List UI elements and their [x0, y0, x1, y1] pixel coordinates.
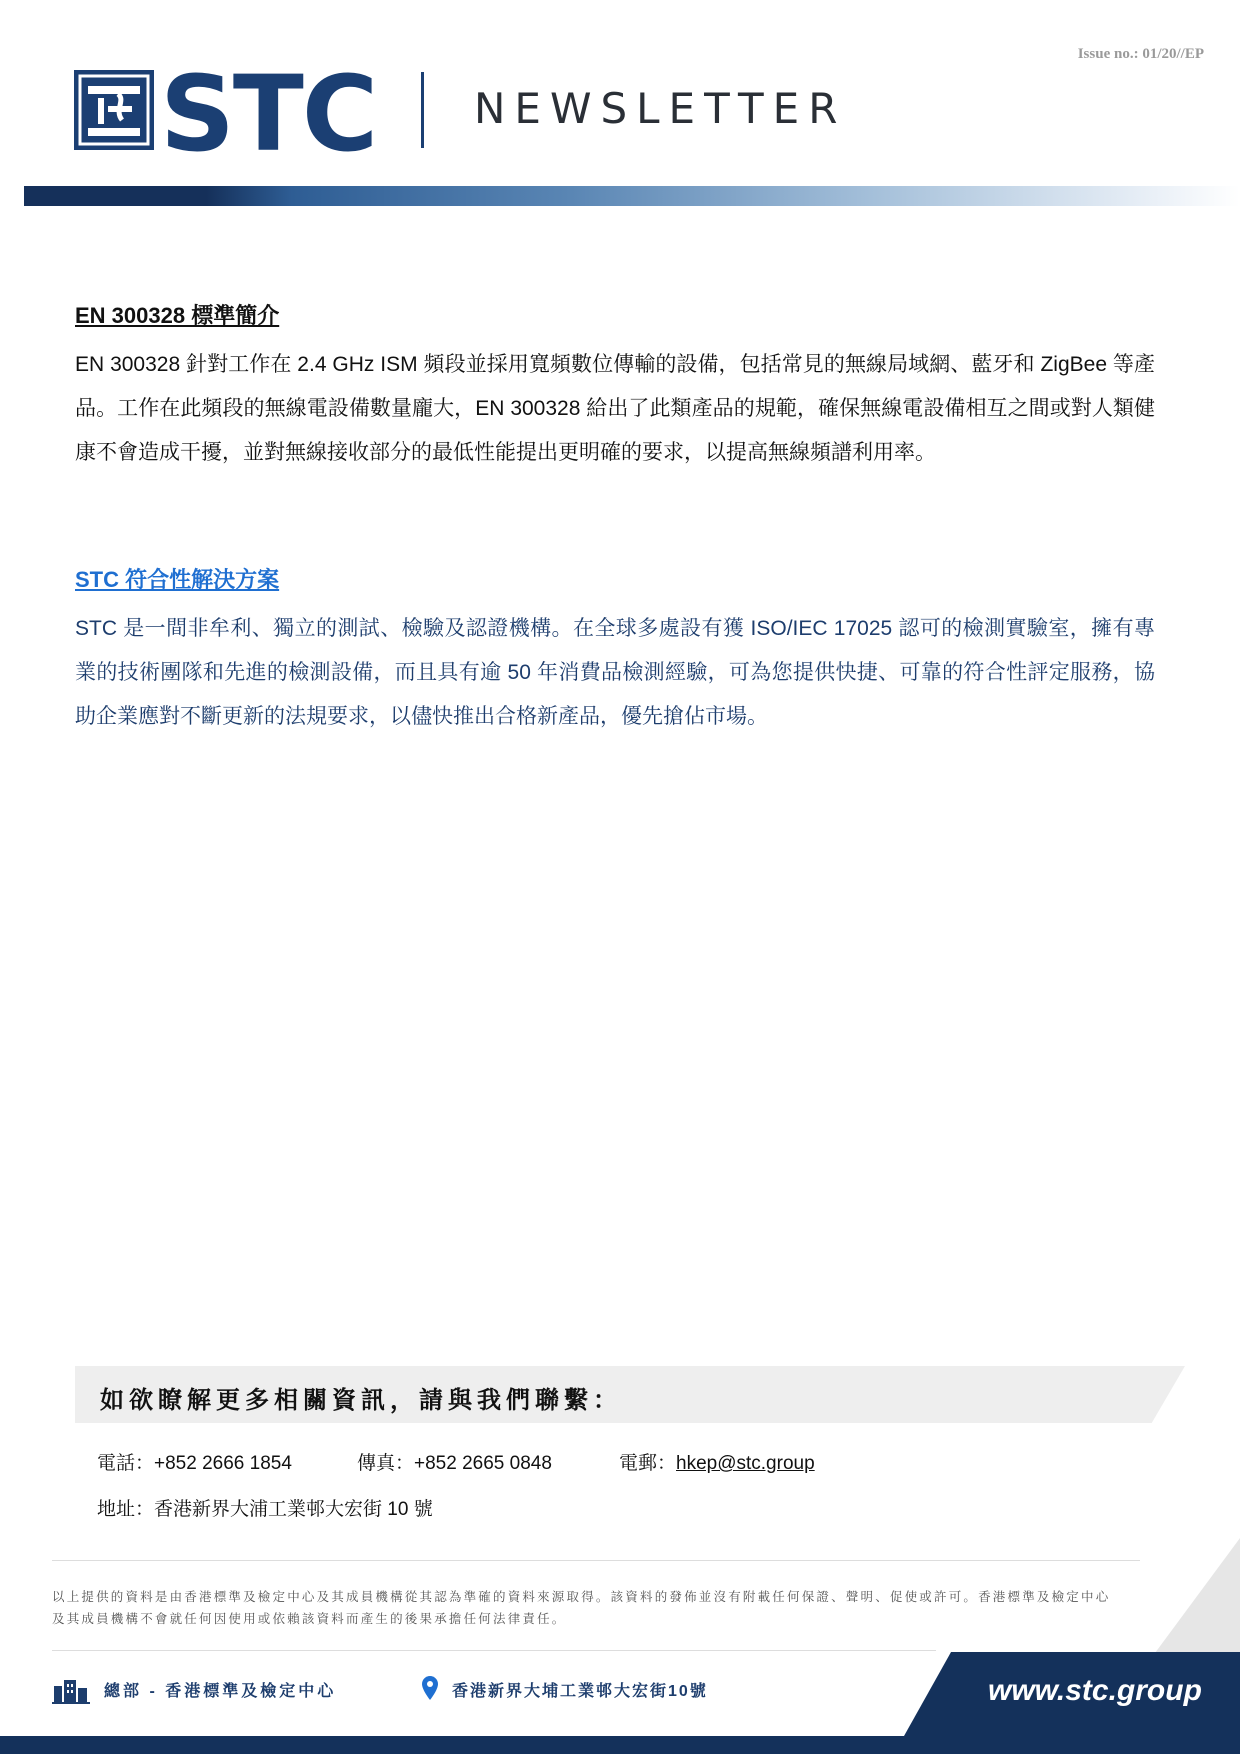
contact-address: 地址：香港新界大浦工業邨大宏街 10 號 — [97, 1499, 433, 1520]
issue-number: Issue no.: 01/20//EP — [1077, 46, 1204, 62]
section-body: STC 是一間非牟利、獨立的測試、檢驗及認證機構。在全球多處設有獲 ISO/IEC 17025 認可的檢測實驗室，擁有專業的技術團隊和先進的檢測設備，而且具有逾 50 年消費品檢測經驗，可為您提供快捷、可靠的符合性評定服務，協助企業應對不斷更新的法規要求，以儘快推出合格新產品，優先搶佔市場。 — [75, 617, 1155, 728]
contact-details — [97, 1448, 815, 1475]
hq-address: 香港新界大埔工業邨大宏街10號 — [452, 1683, 708, 1700]
section-stc-solution — [75, 565, 1155, 739]
website-link[interactable]: www.stc.group — [988, 1674, 1202, 1707]
footer-bottom-strip — [0, 1736, 1240, 1754]
contact-email-link[interactable]: hkep@stc.group — [676, 1453, 815, 1474]
disclaimer-text: 以上提供的資料是由香港標準及檢定中心及其成員機構從其認為準確的資料來源取得。該資料的發佈並沒有附載任何保證、聲明、促使或許可。香港標準及檢定中心及其成員機構不會就任何因使用或依賴該資料而產生的後果承擔任何法律責任。 — [52, 1590, 1111, 1626]
building-icon — [52, 1676, 90, 1704]
newsletter-title: NEWSLETTER — [474, 84, 847, 133]
contact-heading: 如欲瞭解更多相關資訊，請與我們聯繫： — [100, 1387, 622, 1414]
stc-logo-wordmark: STC — [160, 53, 377, 175]
footer-divider-top — [52, 1560, 1140, 1561]
location-pin-icon — [422, 1676, 438, 1700]
header-gradient-band — [24, 186, 1240, 206]
contact-tel: 電話：+852 2666 1854 — [97, 1453, 292, 1474]
header-divider — [421, 72, 424, 148]
section-en300328 — [75, 301, 1155, 475]
section-title-link[interactable]: STC 符合性解決方案 — [75, 567, 280, 592]
stc-logo-emblem — [74, 70, 154, 150]
hq-label: 總部 - 香港標準及檢定中心 — [104, 1683, 337, 1700]
contact-email-label: 電郵： — [619, 1453, 677, 1474]
section-body: EN 300328 針對工作在 2.4 GHz ISM 頻段並採用寬頻數位傳輸的設備，包括常見的無線局域網、藍牙和 ZigBee 等產品。工作在此頻段的無線電設備數量龐大，EN 300328 給出了此類產品的規範，確保無線電設備相互之間或對人類健康不會造成干擾，並對無線接收部分的最低性能提出更明確的要求，以提高無線頻譜利用率。 — [75, 353, 1155, 464]
section-title: EN 300328 標準簡介 — [75, 303, 280, 328]
contact-fax: 傳真：+852 2665 0848 — [357, 1453, 552, 1474]
stc-logo-mark — [74, 70, 154, 150]
footer-divider-bottom — [52, 1650, 936, 1651]
